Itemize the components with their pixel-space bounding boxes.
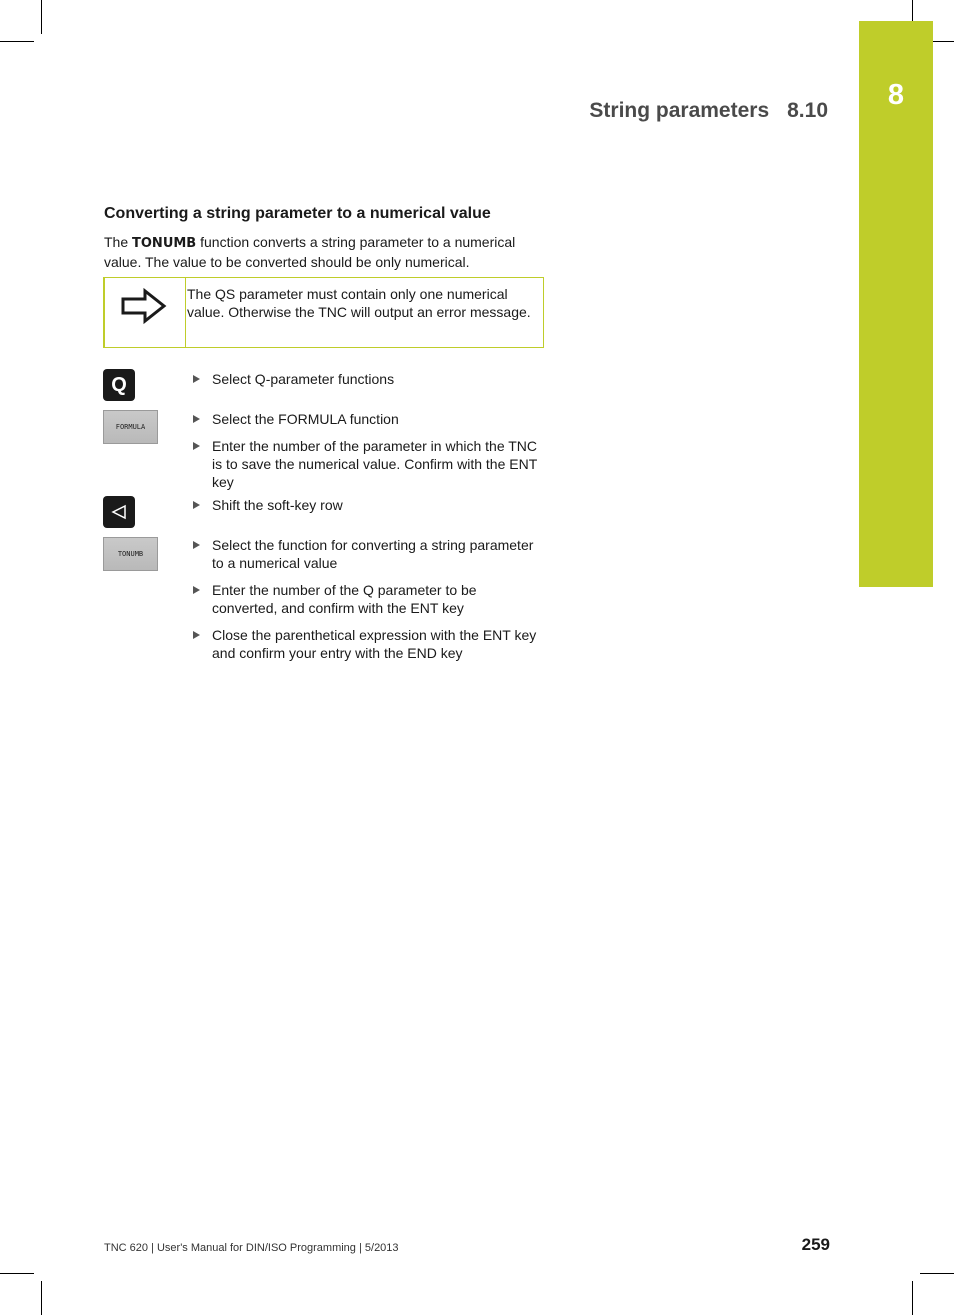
q-key: Q <box>103 369 135 401</box>
crop-mark <box>41 0 42 34</box>
crop-mark <box>41 1281 42 1315</box>
step-item <box>193 536 538 572</box>
arrow-right-icon <box>120 286 168 326</box>
chapter-number: 8 <box>887 79 905 111</box>
step-item <box>193 581 538 617</box>
note-text: The QS parameter must contain only one numerical value. Otherwise the TNC will output an error message. <box>187 286 531 320</box>
bullet-triangle-icon <box>193 415 200 423</box>
step-item <box>193 437 538 491</box>
step-text: Shift the soft-key row <box>212 497 343 513</box>
step-item <box>193 496 538 514</box>
note-divider <box>185 278 186 347</box>
page-number: 259 <box>801 1235 830 1254</box>
footer-text: TNC 620 | User's Manual for DIN/ISO Programming | 5/2013 <box>104 1242 399 1254</box>
step-text: Close the parenthetical expression with the ENT key and confirm your entry with the END key <box>212 627 537 661</box>
crop-mark <box>920 1273 954 1274</box>
function-name: TONUMB <box>132 236 197 251</box>
tonumb-softkey: TONUMB <box>103 537 158 571</box>
step-item <box>193 370 538 388</box>
intro-text: The <box>104 234 133 250</box>
formula-softkey: FORMULA <box>103 410 158 444</box>
intro-paragraph <box>104 233 544 271</box>
bullet-triangle-icon <box>193 631 200 639</box>
bullet-triangle-icon <box>193 442 200 450</box>
intro-text: function converts a string parameter to a numerical value. The value to be converted should be only numerical. <box>104 234 516 270</box>
note-box <box>103 277 544 348</box>
crop-mark <box>0 1273 34 1274</box>
bullet-triangle-icon <box>193 375 200 383</box>
section-heading: Converting a string parameter to a numerical value <box>104 205 491 222</box>
bullet-triangle-icon <box>193 501 200 509</box>
step-text: Select Q-parameter functions <box>212 371 395 387</box>
bullet-triangle-icon <box>193 541 200 549</box>
section-title: String parameters <box>589 99 770 122</box>
step-text: Enter the number of the Q parameter to be converted, and confirm with the ENT key <box>212 582 477 616</box>
bullet-triangle-icon <box>193 586 200 594</box>
step-item <box>193 410 538 428</box>
crop-mark <box>0 41 34 42</box>
step-text: Enter the number of the parameter in which the TNC is to save the numerical value. Confirm with the ENT key <box>212 438 538 490</box>
running-head <box>589 99 828 123</box>
step-text: Select the function for converting a string parameter to a numerical value <box>212 537 534 571</box>
chapter-tab <box>859 21 933 587</box>
section-number: 8.10 <box>787 99 828 122</box>
triangle-left-icon <box>103 496 135 528</box>
step-item <box>193 626 538 662</box>
step-text: Select the FORMULA function <box>212 411 399 427</box>
crop-mark <box>912 1281 913 1315</box>
